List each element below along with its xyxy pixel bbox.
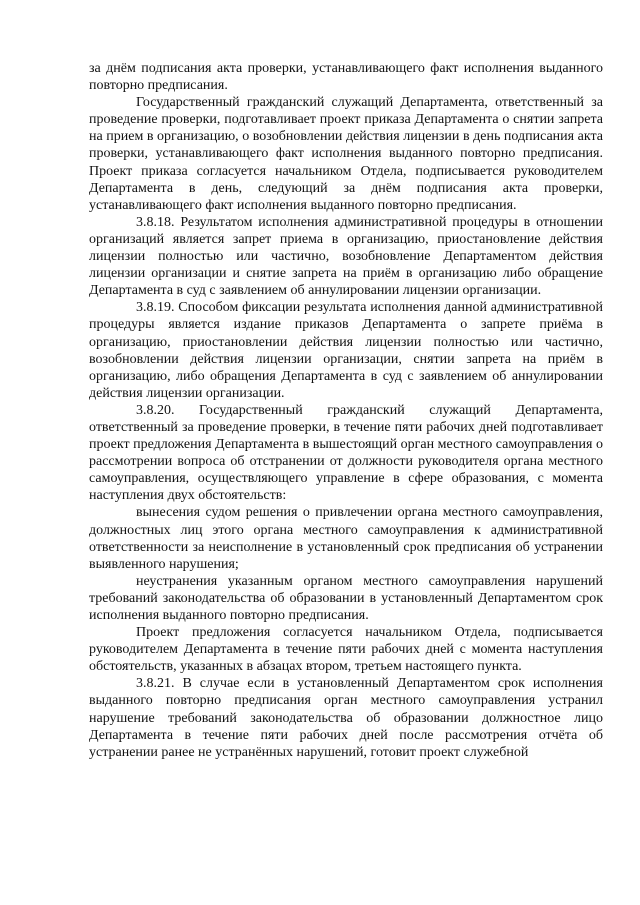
paragraph-continuation: за днём подписания акта проверки, устанавливающего факт исполнения выданного повторно предписания.	[89, 61, 603, 94]
paragraph-3-8-19: 3.8.19. Способом фиксации результата исполнения данной административной процедуры является издание приказов Департамента о запрете приёма в организацию, приостановлении действия лицензии полностью или частично, возобновлении действия лицензии организации, снятии запрета на приём в организацию, либо обращения Департамента в суд с заявлением об аннулировании действия лицензии организации.	[89, 300, 603, 401]
paragraph-project-order: Государственный гражданский служащий Департамента, ответственный за проведение проверки, подготавливает проект приказа Департамента о снятии запрета на прием в организацию, о возобновлении действия лицензии в день подписания акта проверки, устанавливающего факт исполнения выданного повторно предписания. Проект приказа согласуется начальником Отдела, подписывается руководителем Департамента в день, следующий за днём подписания акта проверки, устанавливающего факт исполнения выданного повторно предписания.	[89, 95, 603, 213]
paragraph-court-decision: вынесения судом решения о привлечении органа местного самоуправления, должностных лиц этого органа местного самоуправления к административной ответственности за неисполнение в установленный срок предписания об устранении выявленного нарушения;	[89, 505, 603, 572]
document-page	[89, 60, 603, 761]
paragraph-3-8-21: 3.8.21. В случае если в установленный Департаментом срок исполнения выданного повторно предписания орган местного самоуправления устранил нарушение требований законодательства об образовании должностное лицо Департамента в течение пяти рабочих дней после рассмотрения отчёта об устранении ранее не устранённых нарушений, готовит проект служебной	[89, 676, 603, 760]
paragraph-non-elimination: неустранения указанным органом местного самоуправления нарушений требований законодательства об образовании в установленный Департаментом срок исполнения выданного повторно предписания.	[89, 573, 603, 623]
paragraph-3-8-18: 3.8.18. Результатом исполнения административной процедуры в отношении организаций является запрет приема в организацию, приостановление действия лицензии полностью или частично, возобновление Департаментом действия лицензии организации и снятие запрета на приём в организацию либо обращение Департамента в суд с заявлением об аннулировании лицензии организации.	[89, 214, 603, 299]
paragraph-proposal-approval: Проект предложения согласуется начальником Отдела, подписывается руководителем Департамента в течение пяти рабочих дней с момента наступления обстоятельств, указанных в абзацах втором, третьем настоящего пункта.	[89, 625, 603, 675]
paragraph-3-8-20: 3.8.20. Государственный гражданский служащий Департамента, ответственный за проведение проверки, в течение пяти рабочих дней подготавливает проект предложения Департамента в вышестоящий орган местного самоуправления о рассмотрении вопроса об отстранении от должности руководителя органа местного самоуправления, осуществляющего управление в сфере образования, с момента наступления двух обстоятельств:	[89, 402, 603, 504]
